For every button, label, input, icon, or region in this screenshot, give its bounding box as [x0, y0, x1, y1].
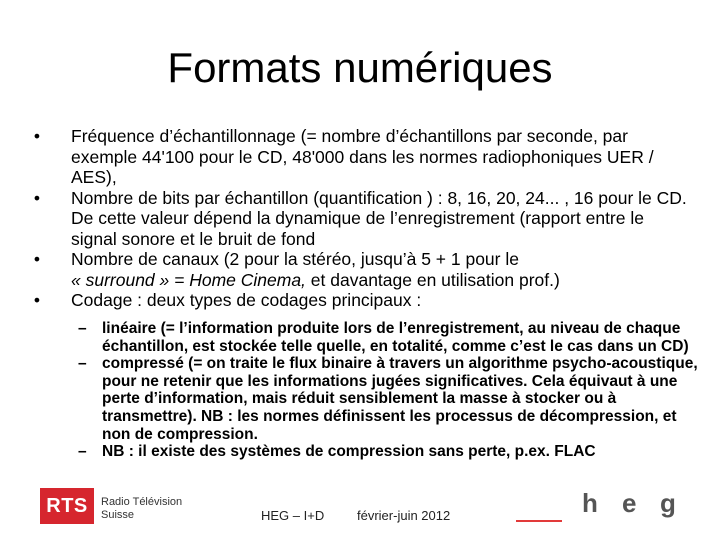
rts-logo-line2: Suisse	[101, 509, 135, 521]
sub-bullet-item	[78, 320, 698, 355]
footer-date: février-juin 2012	[357, 508, 451, 523]
sub-bullet-item	[78, 355, 698, 443]
bullet-text: Codage : deux types de codages principaux :	[71, 290, 422, 310]
slide-title: Formats numériques	[167, 44, 553, 91]
heig-logo-h: h	[582, 488, 598, 518]
bullet-text: Fréquence d’échantillonnage (= nombre d’échantillons par seconde, par exemple 44'100 pour le CD, 48'000 dans les normes radiophoniques UER / AES),	[71, 126, 654, 187]
bullet-item	[30, 126, 690, 188]
sub-bullet-text: NB : il existe des systèmes de compression sans perte, p.ex. FLAC	[102, 443, 596, 461]
dash-marker: –	[78, 443, 87, 461]
rts-logo-caption	[101, 496, 182, 522]
bullet-marker: •	[33, 187, 41, 208]
bullet-item	[30, 290, 690, 311]
rts-logo	[40, 488, 94, 524]
bullet-text: Nombre de bits par échantillon (quantification ) : 8, 16, 20, 24... , 16 pour le CD. De cette valeur dépend la dynamique de l’enregistrement (rapport entre le signal sonore et le bruit de fond	[71, 187, 687, 249]
heig-logo-e: e	[622, 488, 637, 518]
bullet-marker: •	[33, 290, 41, 310]
sub-bullet-list	[78, 320, 698, 461]
bullet-item	[30, 188, 690, 250]
bullet-item	[30, 249, 690, 290]
dash-marker: –	[78, 355, 87, 373]
bullet-list	[30, 126, 690, 311]
sub-bullet-item	[78, 443, 698, 461]
bullet-marker: •	[33, 249, 41, 269]
sub-bullet-text: compressé (= on traite le flux binaire à travers un algorithme psycho-acoustique, pour ne retenir que les informations jugées significatives. Cela équivaut à une perte d’information, mais réduit sensiblement la masse à stocker ou à transmettre). NB : les normes définissent les processus de décompression, et non de compression.	[102, 355, 698, 443]
rts-logo-line1: Radio Télévision	[101, 496, 183, 508]
footer-course: HEG – I+D	[261, 508, 325, 523]
bullet-italic-text: « surround » = Home Cinema,	[71, 269, 306, 290]
bullet-marker: •	[33, 126, 41, 146]
bullet-text: Nombre de canaux (2 pour la stéréo, jusqu’à 5 + 1 pour le	[71, 249, 519, 269]
rts-logo-text: RTS	[46, 494, 88, 517]
dash-marker: –	[78, 320, 87, 337]
bullet-text: et davantage en utilisation prof.)	[305, 269, 560, 290]
footer-accent-line	[516, 520, 562, 522]
heig-logo-g: g	[660, 488, 676, 518]
sub-bullet-text: linéaire (= l’information produite lors de l’enregistrement, au niveau de chaque échantillon, est stockée telle quelle, en totalité, comme c’est le cas dans un CD)	[102, 320, 689, 355]
